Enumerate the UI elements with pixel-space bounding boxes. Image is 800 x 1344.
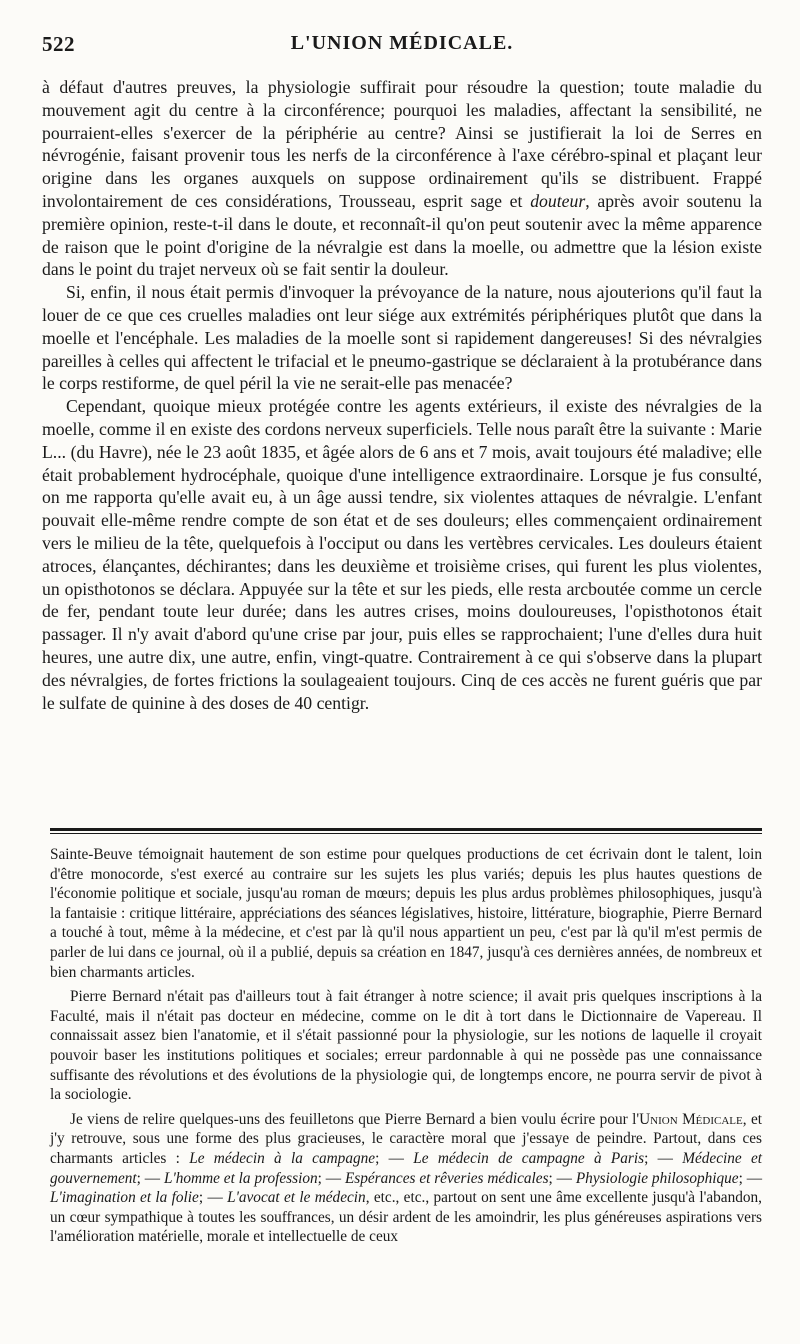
page-header <box>42 32 762 62</box>
article-title: Le médecin à la campagne <box>189 1149 376 1167</box>
paragraph-1 <box>42 76 762 281</box>
article-title: L'imagination et la folie <box>50 1189 199 1207</box>
feuilleton-paragraph-2: Pierre Bernard n'était pas d'ailleurs tout à fait étranger à notre science; il avait pris quelques inscriptions à la Faculté, mais il n'était pas docteur en médecine, comme on le dit à tort dans le Dictionnaire de Vapereau. Il connaissait assez bien l'anatomie, et il s'était passionné pour la physiologie, sur les notions de laquelle il croyait pouvoir baser les institutions politiques et sociales; erreur pardonnable à qui ne possède pas une connaissance suffisante des révolutions et des évolutions de la physiologie qui, de longtemps encore, ne pourra servir de pivot à la sociologie. <box>50 988 762 1104</box>
feuilleton-divider <box>50 826 762 836</box>
page-number: 522 <box>42 32 75 56</box>
paragraph-3: Cependant, quoique mieux protégée contre les agents extérieurs, il existe des névralgies de la moelle, comme il en existe des cordons nerveux superficiels. Telle nous paraît être la suivante : Marie L... (du Havre), née le 23 août 1835, et âgée alors de 6 ans et 7 mois, avait toujours été maladive; elle était probablement hydrocéphale, quoique d'une intelligence extraordinaire. Lorsque je fus consulté, on me rapporta qu'elle avait eu, à un âge aussi tendre, six violentes attaques de névralgie. L'enfant pouvait elle-même rendre compte de son état et de ses douleurs; elles commençaient ordinairement vers le milieu de la tête, quelquefois à l'occiput ou dans les vertèbres cervicales. Les douleurs étaient atroces, élançantes, déchirantes; dans les deuxième et troisième crises, qui furent les plus violentes, un opisthotonos se déclara. Appuyée sur la tête et sur les pieds, elle resta arcboutée comme un cercle de fer, pendant toute leur durée; dans les autres crises, moins douloureuses, l'opisthotonos était passager. Il n'y avait d'abord qu'une crise par jour, puis elles se rapprochaient; l'une d'elles dura huit heures, une autre dix, une autre, enfin, vingt-quatre. Contrairement à ce qui s'observe dans la plupart des névralgies, de fortes frictions la soulageaient toujours. Cinq de ces accès ne furent guéris que par le sulfate de quinine à des doses de 40 centigr. <box>42 396 762 713</box>
article-title: L'homme et la profession <box>163 1169 318 1187</box>
journal-name: Union Médicale <box>639 1110 743 1128</box>
article-title: L'avocat et le médecin <box>227 1189 366 1207</box>
feuilleton-p3-middle: , et j'y retrouve, sous une forme des plus gracieuses, le caractère moral que j'essaye de peindre. Partout, dans ces charmants articles : <box>50 1110 762 1167</box>
running-title: L'UNION MÉDICALE. <box>290 32 514 54</box>
article-title: Médecine et gouvernement <box>50 1149 763 1187</box>
article-title: Physiologie philosophique <box>575 1169 739 1187</box>
paragraph-2: Si, enfin, il nous était permis d'invoquer la prévoyance de la nature, nous ajouterions qu'il faut la louer de ce que ces cruelles maladies ont leur siége aux extrémités périphériques plutôt que dans la moelle et l'encéphale. Les maladies de la moelle sont si rapidement dangereuses! Si des névralgies pareilles à celles qui affectent le trifacial et le pneumo-gastrique se déclaraient à la protubérance dans le corps restiforme, de quel péril la vie ne serait-elle pas menacée? <box>42 282 762 394</box>
divider-thin-rule <box>50 833 762 834</box>
article-title: Espérances et rêveries médicales <box>344 1169 549 1187</box>
paragraph-1-italic: douteur <box>530 190 586 211</box>
feuilleton-paragraph-1: Sainte-Beuve témoignait hautement de son estime pour quelques productions de cet écrivain dont le talent, loin d'être monocorde, s'est exercé au contraire sur les sujets les plus variés; depuis les plus hautes questions de l'économie politique et sociale, jusqu'au roman de mœurs; depuis les plus ardus problèmes philosophiques, jusqu'à la fantaisie : critique littéraire, appréciations des séances législatives, histoire, littérature, biographie, Pierre Bernard a touché à tout, même à la médecine, et c'est par là qu'il nous appartient un peu, c'est par là qu'il m'est permis de parler de lui dans ce journal, où il a publié, depuis sa création en 1847, jusqu'à ces dernières années, de nombreux et bien charmants articles. <box>50 846 762 981</box>
feuilleton-paragraph-3: Je viens de relire quelques-uns des feuilletons que Pierre Bernard a bien voulu écrire pour l'Union Médicale, et j'y retrouve, sous une forme des plus gracieuses, le caractère moral que j'essaye de peindre. Partout, dans ces charmants articles : Le médecin à la campagne; — Le médecin de campagne à Paris; — Médecine et gouvernement; — L'homme et la profession; — Espérances et rêveries médicales; — Physiologie philosophique; — L'imagination et la folie; — L'avocat et le médecin, etc., etc., partout on sent une âme excellente jusqu'à l'abandon, un cœur sympathique à toutes les souffrances, un désir ardent de les amoindrir, les plus généreuses aspirations vers l'amélioration matérielle, morale et intellectuelle de ceux <box>50 1110 763 1246</box>
feuilleton-p3-start: Je viens de relire quelques-uns des feuilletons que Pierre Bernard a bien voulu écrire pour l' <box>70 1110 640 1128</box>
paragraph-1-text: à défaut d'autres preuves, la physiologie suffirait pour résoudre la question; toute maladie du mouvement agit du centre à la circonférence; pourquoi les maladies, affectant la sensibilité, ne pourraient-elles s'exercer de la périphérie au centre? Ainsi se justifierait la loi de Serres en névrogénie, faisant provenir tous les nerfs de la circonférence à l'axe cérébro-spinal et plaçant leur origine dans les organes auxquels on suppose ordinairement qu'ils se distribuent. Frappé involontairement de ces considérations, Trousseau, esprit sage et <box>42 77 762 211</box>
article-title: Le médecin de campagne à Paris <box>413 1149 645 1167</box>
paragraph-1-end: , après avoir soutenu la première opinion, reste-t-il dans le doute, et reconnaît-il qu'on peut soutenir avec la même apparence de raison que le point d'origine de la névralgie est dans la moelle, ou admettre que la lésion existe dans le point du trajet nerveux où se fait sentir la douleur. <box>42 190 762 280</box>
divider-thick-rule <box>50 828 762 831</box>
feuilleton-p3-end: etc., etc., partout on sent une âme excellente jusqu'à l'abandon, un cœur sympathique à toutes les souffrances, un désir ardent de les amoindrir, les plus généreuses aspirations vers l'amélioration matérielle, morale et intellectuelle de ceux <box>50 1189 762 1246</box>
feuilleton-section <box>50 845 762 1247</box>
main-text-column <box>42 76 762 714</box>
